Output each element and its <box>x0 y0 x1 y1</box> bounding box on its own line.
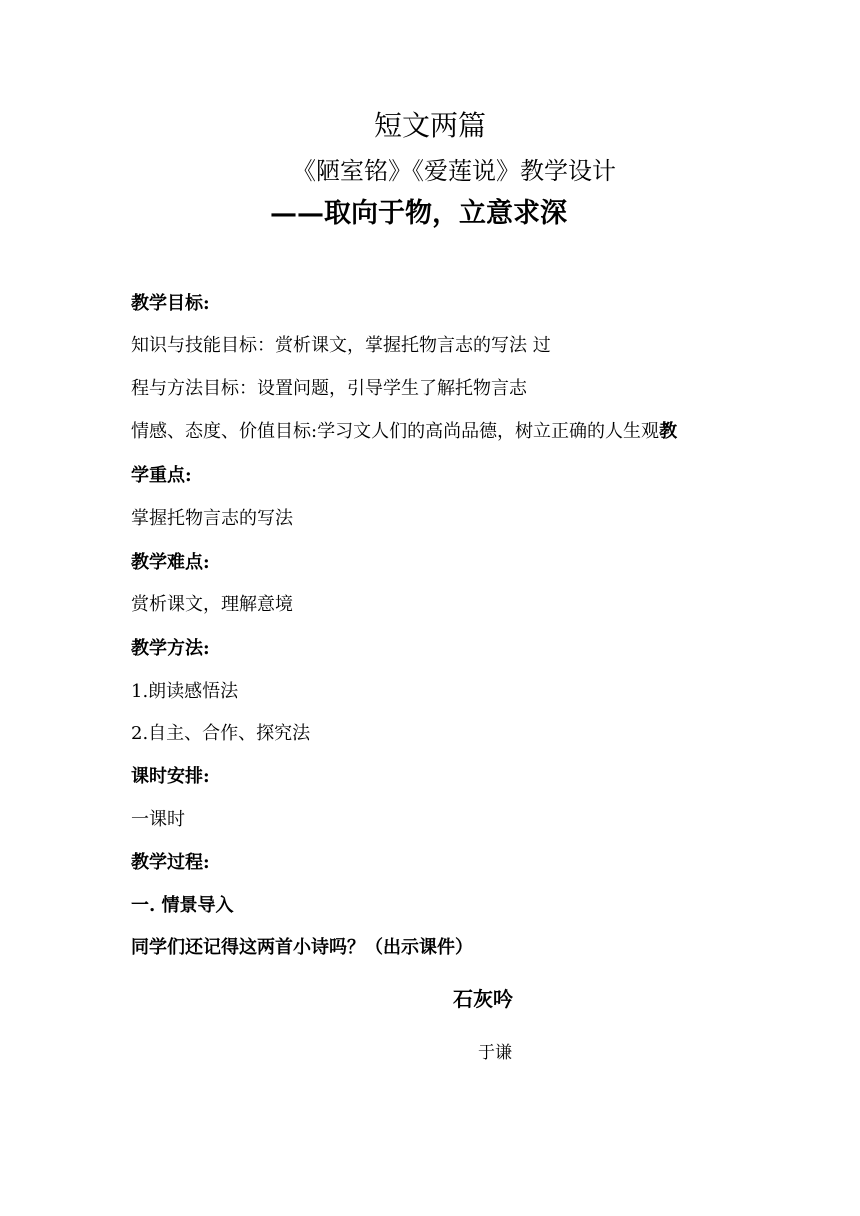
difficulty-heading: 教学难点: <box>131 552 210 573</box>
schedule-text: 一课时 <box>131 809 185 830</box>
objective-line-2: 程与方法目标：设置问题，引导学生了解托物言志 <box>131 378 527 399</box>
objective-line-3-trailing: 教 <box>659 421 678 442</box>
objective-line-3 <box>131 419 677 445</box>
step-1-prompt: 同学们还记得这两首小诗吗？（出示课件） <box>131 937 473 958</box>
keypoint-text: 掌握托物言志的写法 <box>131 508 293 529</box>
document-subtitle: 《陋室铭》《爱莲说》教学设计 <box>292 157 616 185</box>
schedule-heading: 课时安排: <box>131 766 210 787</box>
document-title: 短文两篇 <box>373 109 486 142</box>
methods-heading: 教学方法: <box>131 638 210 659</box>
method-item-1: 1.朗读感悟法 <box>131 681 239 702</box>
step-1-heading: 一. 情景导入 <box>131 895 234 916</box>
keypoint-heading: 学重点: <box>131 465 192 486</box>
method-item-2: 2.自主、合作、探究法 <box>131 723 311 744</box>
objective-line-1: 知识与技能目标：赏析课文，掌握托物言志的写法 过 <box>131 335 551 356</box>
poem-author: 于谦 <box>478 1043 512 1063</box>
document-tagline: ——取向于物，立意求深 <box>270 198 567 229</box>
difficulty-text: 赏析课文，理解意境 <box>131 594 293 615</box>
objective-line-3-text: 情感、态度、价值目标:学习文人们的高尚品德，树立正确的人生观 <box>131 421 660 442</box>
poem-title: 石灰吟 <box>453 987 513 1011</box>
process-heading: 教学过程: <box>131 852 210 873</box>
objectives-heading: 教学目标: <box>131 293 210 314</box>
